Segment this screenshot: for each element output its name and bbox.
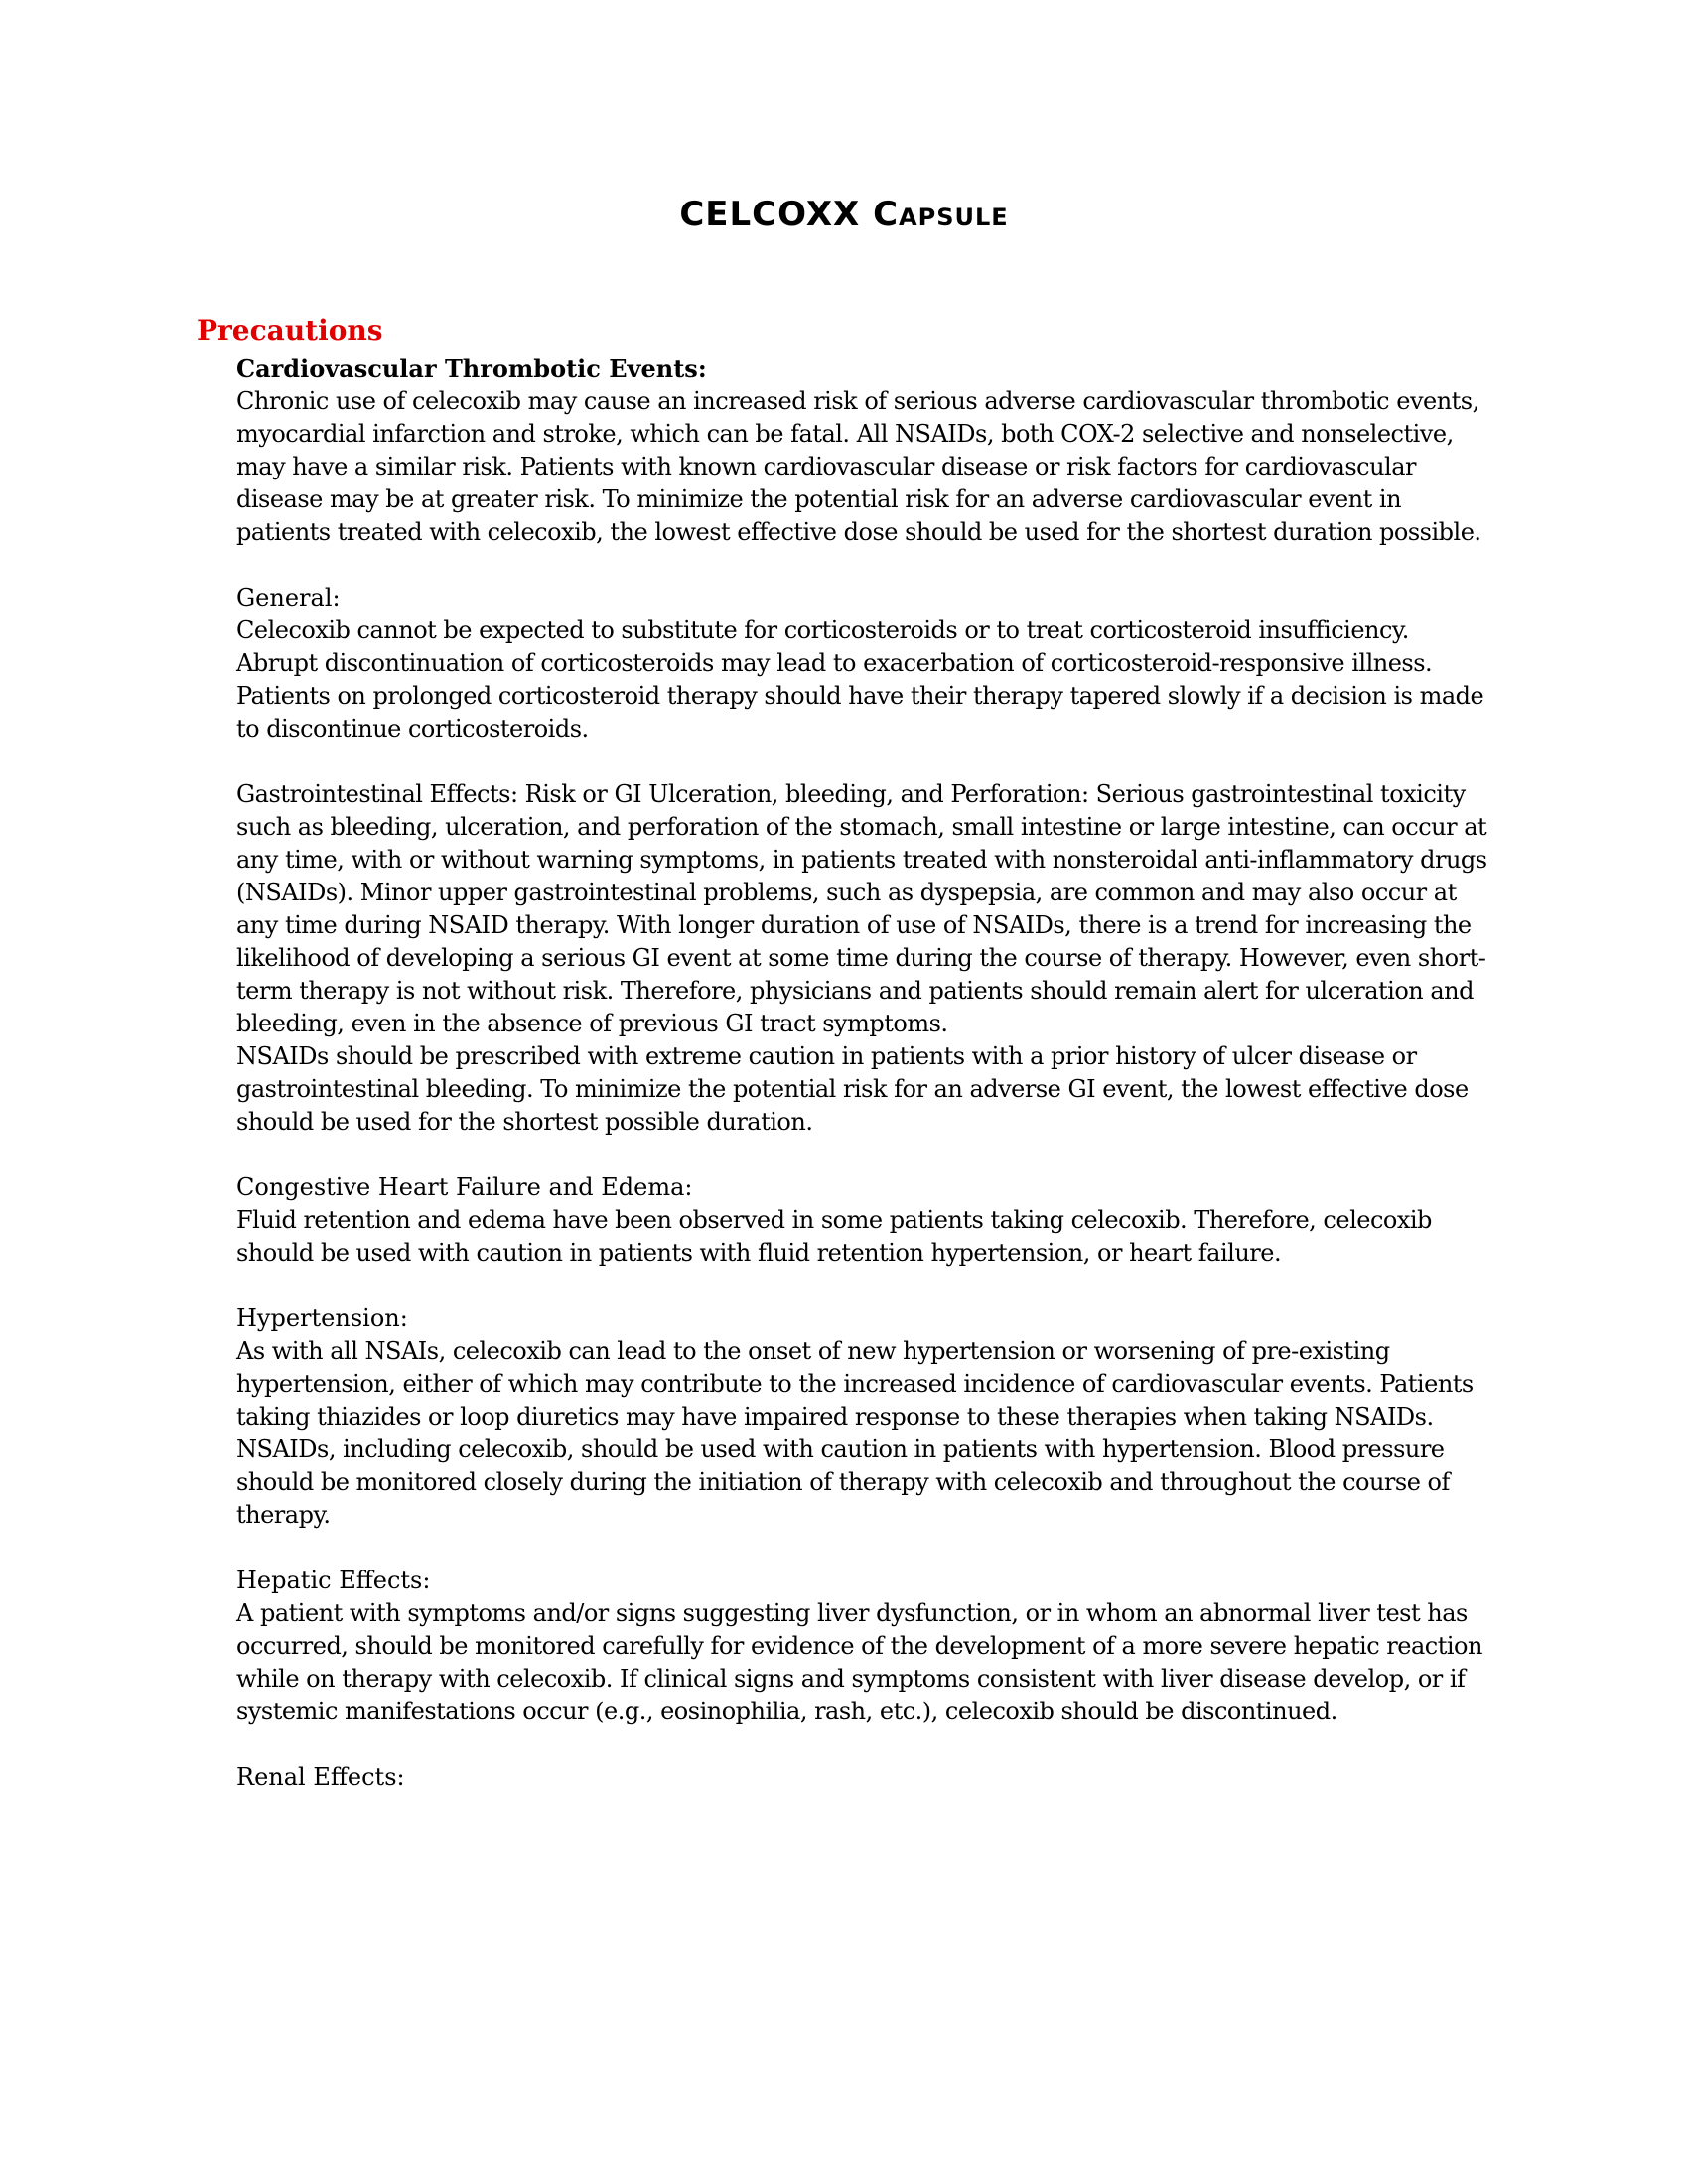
section-cardiovascular bbox=[236, 352, 1489, 549]
subheading-cardiovascular: Cardiovascular Thrombotic Events: bbox=[236, 354, 707, 383]
subheading-hypertension: Hypertension: bbox=[236, 1304, 408, 1332]
document-body bbox=[236, 352, 1489, 1827]
paragraph-heart-failure: Fluid retention and edema have been observed in some patients taking celecoxib. Therefore, celecoxib should be used with caution in patients with fluid retention hypertension, or heart failure. bbox=[236, 1206, 1432, 1267]
subheading-general: General: bbox=[236, 584, 341, 612]
subheading-hepatic: Hepatic Effects: bbox=[236, 1567, 431, 1594]
paragraph-hypertension: As with all NSAIs, celecoxib can lead to the onset of new hypertension or worsening of pre-existing hypertension, either of which may contribute to the increased incidence of cardiovascular events. Patients taking thiazides or loop diuretics may have impaired response to these therapies when taking NSAIDs. NSAIDs, including celecoxib, should be used with caution in patients with hypertension. Blood pressure should be monitored closely during the initiation of therapy with celecoxib and throughout the course of therapy. bbox=[236, 1337, 1474, 1529]
subheading-renal: Renal Effects: bbox=[236, 1763, 405, 1791]
subheading-heart-failure: Congestive Heart Failure and Edema: bbox=[236, 1173, 693, 1201]
section-heart-failure bbox=[236, 1171, 1489, 1270]
section-heading-precautions: Precautions bbox=[197, 314, 383, 346]
section-general bbox=[236, 582, 1489, 746]
paragraph-cardiovascular: Chronic use of celecoxib may cause an increased risk of serious adverse cardiovascular thrombotic events, myocardial infarction and stroke, which can be fatal. All NSAIDs, both COX-2 selective and nonselective, may have a similar risk. Patients with known cardiovascular disease or risk factors for cardiovascular disease may be at greater risk. To minimize the potential risk for an adverse cardiovascular event in patients treated with celecoxib, the lowest effective dose should be used for the shortest duration possible. bbox=[236, 387, 1481, 546]
section-hypertension bbox=[236, 1302, 1489, 1532]
section-renal bbox=[236, 1761, 1489, 1794]
section-gastrointestinal bbox=[236, 778, 1489, 1139]
section-hepatic bbox=[236, 1565, 1489, 1728]
document-title: CELCOXX Capsule bbox=[679, 195, 1009, 234]
paragraph-hepatic: A patient with symptoms and/or signs suggesting liver dysfunction, or in whom an abnormal liver test has occurred, should be monitored carefully for evidence of the development of a more severe hepatic reaction while on therapy with celecoxib. If clinical signs and symptoms consistent with liver disease develop, or if systemic manifestations occur (e.g., eosinophilia, rash, etc.), celecoxib should be discontinued. bbox=[236, 1599, 1482, 1725]
paragraph-gastrointestinal-caution: NSAIDs should be prescribed with extreme caution in patients with a prior history of ulcer disease or gastrointestinal bleeding. To minimize the potential risk for an adverse GI event, the lowest effective dose should be used for the shortest possible duration. bbox=[236, 1042, 1469, 1136]
paragraph-gastrointestinal-intro: Gastrointestinal Effects: Risk or GI Ulceration, bleeding, and Perforation: Serious gastrointestinal toxicity such as bleeding, ulceration, and perforation of the stomach, small intestine or large intestine, can occur at any time, with or without warning symptoms, in patients treated with nonsteroidal anti-inflammatory drugs (NSAIDs). Minor upper gastrointestinal problems, such as dyspepsia, are common and may also occur at any time during NSAID therapy. With longer duration of use of NSAIDs, there is a trend for increasing the likelihood of developing a serious GI event at some time during the course of therapy. However, even short-term therapy is not without risk. Therefore, physicians and patients should remain alert for ulceration and bleeding, even in the absence of previous GI tract symptoms. bbox=[236, 780, 1487, 1037]
paragraph-general: Celecoxib cannot be expected to substitute for corticosteroids or to treat corticosteroid insufficiency. Abrupt discontinuation of corticosteroids may lead to exacerbation of corticosteroid-responsive illness. Patients on prolonged corticosteroid therapy should have their therapy tapered slowly if a decision is made to discontinue corticosteroids. bbox=[236, 616, 1484, 743]
